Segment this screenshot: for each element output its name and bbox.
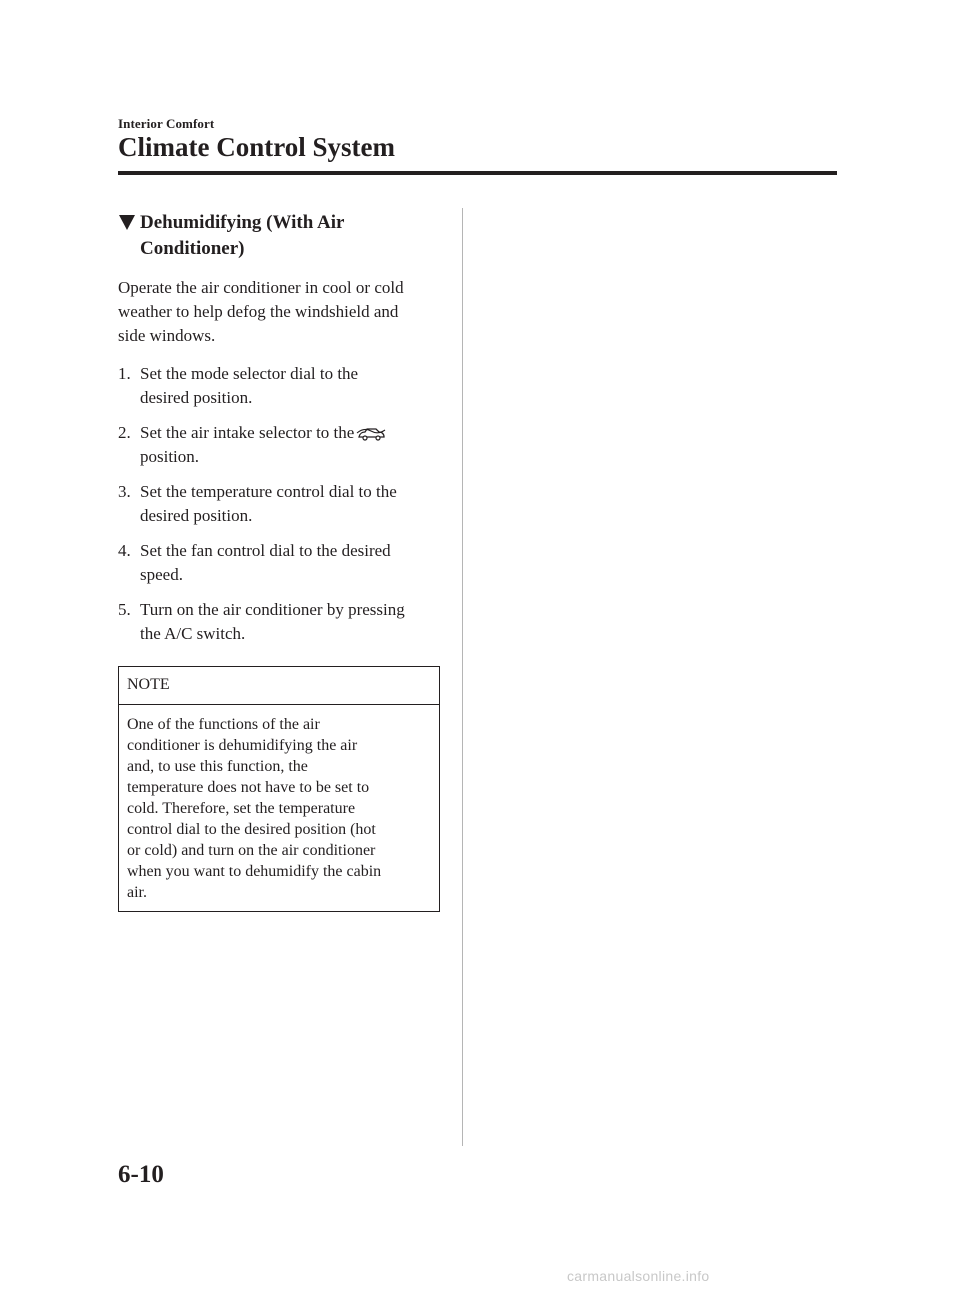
note-box bbox=[118, 666, 440, 912]
note-line: and, to use this function, the bbox=[127, 758, 308, 775]
step-text: Set the fan control dial to the desired bbox=[140, 541, 391, 560]
page-title: Climate Control System bbox=[118, 132, 395, 162]
step-text: desired position. bbox=[140, 388, 253, 407]
step-text-part: Set the air intake selector to the bbox=[140, 423, 355, 442]
intro-line: side windows. bbox=[118, 326, 216, 345]
note-label: NOTE bbox=[119, 667, 439, 705]
step-number: 4. bbox=[118, 541, 131, 560]
intro-line: Operate the air conditioner in cool or cold bbox=[118, 278, 404, 297]
watermark: carmanualsonline.info bbox=[567, 1268, 710, 1284]
note-line: One of the functions of the air bbox=[127, 716, 320, 733]
step-text: Turn on the air conditioner by pressing bbox=[140, 600, 405, 619]
step-text: the A/C switch. bbox=[140, 624, 246, 643]
section-heading bbox=[118, 210, 440, 262]
step-item bbox=[118, 362, 440, 410]
outside-air-intake-icon bbox=[356, 426, 386, 442]
note-line: control dial to the desired position (hot bbox=[127, 821, 376, 838]
step-text: position. bbox=[140, 447, 200, 466]
note-line: conditioner is dehumidifying the air bbox=[127, 737, 358, 754]
step-text: Set the temperature control dial to the bbox=[140, 482, 397, 501]
note-line: cold. Therefore, set the temperature bbox=[127, 800, 356, 817]
heading-line: Dehumidifying (With Air bbox=[140, 212, 345, 233]
intro-paragraph bbox=[118, 276, 440, 348]
title-rule bbox=[118, 171, 837, 175]
step-item bbox=[118, 539, 440, 587]
note-line: or cold) and turn on the air conditioner bbox=[127, 842, 376, 859]
step-item bbox=[118, 480, 440, 528]
note-line: when you want to dehumidify the cabin bbox=[127, 863, 382, 880]
step-number: 3. bbox=[118, 482, 131, 501]
intro-line: weather to help defog the windshield and bbox=[118, 302, 399, 321]
step-number: 2. bbox=[118, 423, 131, 442]
step-text: Set the mode selector dial to the bbox=[140, 364, 359, 383]
step-number: 5. bbox=[118, 600, 131, 619]
step-text: desired position. bbox=[140, 506, 253, 525]
step-text: speed. bbox=[140, 565, 183, 584]
step-text bbox=[140, 421, 440, 445]
note-line: air. bbox=[127, 884, 147, 901]
steps-list bbox=[118, 362, 440, 646]
step-item bbox=[118, 421, 440, 469]
left-column bbox=[118, 210, 440, 912]
heading-line: Conditioner) bbox=[140, 238, 245, 259]
page-number: 6-10 bbox=[118, 1161, 164, 1188]
note-body bbox=[119, 705, 439, 911]
note-line: temperature does not have to be set to bbox=[127, 779, 370, 796]
section-label: Interior Comfort bbox=[118, 116, 215, 131]
step-number: 1. bbox=[118, 364, 131, 383]
triangle-down-icon bbox=[119, 215, 135, 230]
step-item bbox=[118, 598, 440, 646]
column-divider bbox=[462, 208, 463, 1146]
